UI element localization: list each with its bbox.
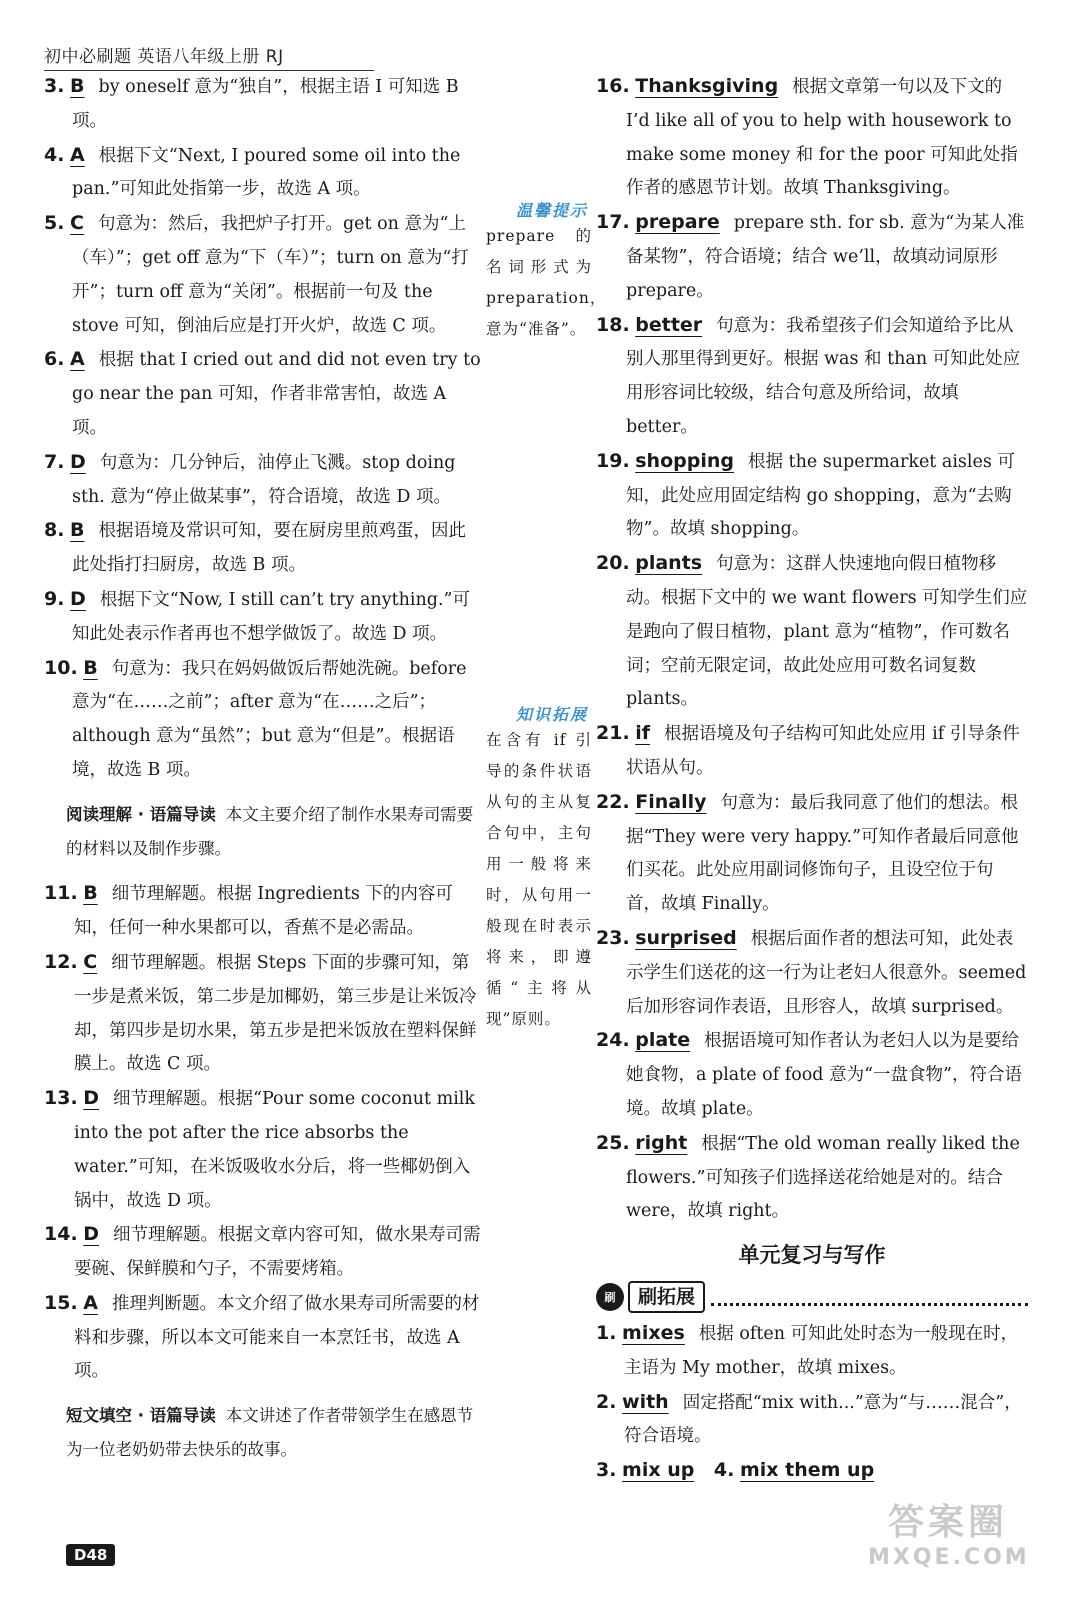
item-number: 7. (44, 450, 65, 473)
answer-item (44, 583, 482, 652)
item-explanation: 根据下文“Now, I still can’t try anything.”可知此处表示作者再也不想学做饭了。故选 D 项。 (72, 589, 470, 644)
item-number: 23. (596, 926, 630, 949)
item-answer: C (83, 950, 98, 973)
side-tip-text: 在含有 if 引导的条件状语从句的主从复合句中，主句用一般将来时，从句用一般现在时表示将来，即遵循“主将从现”原则。 (486, 731, 592, 1028)
reading-intro-text: 本文主要介绍了制作水果寿司需要的材料以及制作步骤。 (66, 804, 474, 858)
item-explanation: 句意为：几分钟后，油停止飞溅。stop doing sth. 意为“停止做某事”，符合语境，故选 D 项。 (72, 452, 456, 507)
item-number: 16. (596, 75, 630, 97)
reading-intro-label: 阅读理解 · 语篇导读 (66, 804, 216, 824)
watermark-url: MXQE.COM (868, 1545, 1030, 1570)
item-answer: D (83, 1087, 100, 1110)
answer-item (596, 786, 1028, 922)
item-answer: if (635, 722, 651, 745)
item-number: 20. (596, 552, 630, 575)
badge-label: 刷拓展 (628, 1281, 705, 1313)
answer-item (596, 717, 1028, 786)
dotted-divider (711, 1289, 1028, 1306)
reading-intro (66, 798, 482, 866)
item-explanation: 句意为：我希望孩子们会知道给予比从别人那里得到更好。根据 was 和 than 可知此处应用形容词比较级，结合句意及所给词，故填 better。 (626, 315, 1021, 437)
brush-icon: 刷 (596, 1283, 624, 1311)
item-explanation: 根据后面作者的想法可知，此处表示学生们送花的这一行为让老妇人很意外。seemed 后加形容词作表语，且形容人，故填 surprised。 (626, 928, 1027, 1017)
answer-list-cloze-a (44, 70, 482, 788)
item-explanation: 句意为：我只在妈妈做饭后帮她洗碗。before 意为“在……之前”；after 意为“在……之后”；although 意为“虽然”；but 意为“但是”。根据语境，故选 B 项。 (72, 658, 467, 780)
item-answer: D (70, 450, 86, 473)
item-explanation: 固定搭配“mix with...”意为“与……混合”，符合语境。 (624, 1392, 1022, 1447)
item-answer: B (83, 882, 98, 905)
answer-list-reading (44, 877, 482, 1389)
side-tip-title: 温馨提示 (515, 201, 588, 220)
answer-item (44, 139, 482, 208)
item-number: 3. (44, 75, 65, 97)
answer-item (596, 445, 1028, 547)
item-explanation: 细节理解题。根据 Ingredients 下的内容可知，任何一种水果都可以，香蕉不是必需品。 (74, 884, 453, 939)
item-answer: mix them up (739, 1459, 875, 1482)
item-answer: Finally (635, 790, 707, 813)
item-number: 4. (44, 143, 65, 166)
item-number: 10. (44, 656, 78, 679)
answer-item (596, 547, 1028, 717)
item-explanation: 根据文章第一句以及下文的 I’d like all of you to help with housework to make some money 和 for the poor 可知此处指作者的感恩节计划。故填 Thanksgiving。 (626, 77, 1018, 199)
item-number: 3. (596, 1459, 617, 1482)
left-column (44, 70, 482, 1479)
item-answer: A (70, 348, 85, 371)
item-number: 25. (596, 1131, 630, 1154)
item-explanation: 根据语境及常识可知，要在厨房里煎鸡蛋，因此此处指打扫厨房，故选 B 项。 (72, 521, 467, 576)
item-number: 4. (713, 1459, 735, 1482)
item-answer: A (83, 1291, 98, 1314)
answer-item (596, 1024, 1028, 1126)
item-number: 8. (44, 519, 65, 542)
side-tip-title: 知识拓展 (515, 705, 588, 724)
item-number: 5. (44, 212, 65, 235)
item-number: 9. (44, 587, 65, 610)
answer-item (44, 446, 482, 515)
answer-item (44, 652, 482, 788)
item-explanation: 根据语境及句子结构可知此处应用 if 引导条件状语从句。 (626, 724, 1020, 778)
side-tip-knowledge (486, 702, 592, 1035)
item-explanation: by oneself 意为“独自”，根据主语 I 可知选 B 项。 (72, 77, 459, 131)
section-title: 单元复习与写作 (738, 1243, 886, 1268)
answer-list-cloze-b (596, 70, 1028, 1229)
item-answer: Thanksgiving (635, 75, 779, 97)
side-tip-warm (486, 198, 607, 345)
answer-item (44, 1218, 482, 1287)
item-answer: with (622, 1390, 669, 1413)
item-number: 22. (596, 790, 630, 813)
page-number: D48 (66, 1544, 115, 1566)
item-number: 18. (596, 313, 630, 336)
answer-item (44, 946, 482, 1082)
item-explanation: 推理判断题。本文介绍了做水果寿司所需要的材料和步骤，所以本文可能来自一本烹饪书，故选 A 项。 (74, 1293, 480, 1382)
item-explanation: 根据下文“Next, I poured some oil into the pan.”可知此处指第一步，故选 A 项。 (72, 145, 461, 200)
item-number: 12. (44, 950, 78, 973)
item-number: 14. (44, 1223, 78, 1246)
cloze-intro-label: 短文填空 · 语篇导读 (66, 1406, 216, 1426)
cloze-intro (66, 1399, 482, 1467)
item-explanation: prepare sth. for sb. 意为“为某人准备某物”，符合语境；结合 we’ll，故填动词原形 prepare。 (626, 213, 1025, 301)
answer-list-review (596, 1317, 1028, 1454)
answer-item (596, 206, 1028, 308)
answer-item (44, 1082, 482, 1218)
item-answer: plants (635, 552, 703, 575)
item-number: 2. (596, 1390, 617, 1413)
item-explanation: 细节理解题。根据 Steps 下面的步骤可知，第一步是煮米饭，第二步是加椰奶，第三步是让米饭冷却，第四步是切水果，第五步是把米饭放在塑料保鲜膜上。故选 C 项。 (74, 952, 477, 1075)
item-answer: better (635, 313, 703, 336)
item-answer: B (70, 75, 85, 97)
right-column (596, 70, 1028, 1489)
answer-item (44, 343, 482, 445)
item-answer: surprised (635, 926, 737, 949)
answer-item (596, 922, 1028, 1024)
item-number: 11. (44, 882, 78, 905)
answer-item (44, 514, 482, 583)
item-explanation: 根据 often 可知此处时态为一般现在时，主语为 My mother，故填 mixes。 (624, 1324, 1019, 1378)
answer-item (44, 1287, 482, 1389)
answer-item (596, 1127, 1028, 1229)
item-explanation: 句意为：最后我同意了他们的想法。根据“They were very happy.”可知作者最后同意他们买花。此处应用副词修饰句子，且设空位于句首，故填 Finally。 (626, 792, 1019, 915)
item-explanation: 细节理解题。根据“Pour some coconut milk into the pot after the rice absorbs the water.”可知，在米饭吸收水分后，将一些椰奶倒入锅中，故选 D 项。 (74, 1089, 476, 1211)
item-answer: D (83, 1223, 100, 1246)
item-explanation: 根据“The old woman really liked the flowers.”可知孩子们选择送花给她是对的。结合 were，故填 right。 (626, 1133, 1020, 1222)
item-answer: shopping (635, 449, 734, 472)
answer-item (596, 70, 1028, 206)
item-answer: mixes (622, 1322, 685, 1345)
item-number: 6. (44, 348, 65, 371)
item-answer: prepare (635, 211, 720, 234)
item-explanation: 根据 the supermarket aisles 可知，此处应用固定结构 go shopping，意为“去购物”。故填 shopping。 (626, 451, 1015, 540)
item-number: 13. (44, 1087, 78, 1110)
watermark-text: 答案圈 (887, 1502, 1008, 1543)
item-number: 19. (596, 449, 630, 472)
item-number: 21. (596, 722, 630, 745)
item-answer: C (70, 212, 84, 235)
answer-item (44, 207, 482, 343)
item-answer: plate (635, 1029, 691, 1052)
answer-item (596, 1386, 1028, 1455)
answer-item (44, 877, 482, 946)
cloze-intro-text: 本文讲述了作者带领学生在感恩节为一位老奶奶带去快乐的故事。 (66, 1406, 474, 1460)
item-number: 15. (44, 1291, 78, 1314)
item-explanation: 根据语境可知作者认为老妇人以为是要给她食物，a plate of food 意为“一盘食物”，符合语境。故填 plate。 (626, 1031, 1022, 1119)
item-explanation: 句意为：然后，我把炉子打开。get on 意为“上（车）”；get off 意为“下（车）”；turn on 意为“打开”；turn off 意为“关闭”。根据前一句及 the stove 可知，倒油后应是打开火炉，故选 C 项。 (72, 214, 469, 336)
answer-item (44, 70, 482, 139)
side-tip-text: prepare 的名词形式为 preparation，意为“准备”。 (486, 227, 607, 338)
answer-item (596, 309, 1028, 445)
item-number: 17. (596, 211, 630, 234)
item-answer: B (70, 519, 85, 542)
item-explanation: 细节理解题。根据文章内容可知，做水果寿司需要碗、保鲜膜和勺子，不需要烤箱。 (74, 1225, 481, 1280)
review-inline-row (596, 1454, 1028, 1489)
item-number: 1. (596, 1322, 617, 1345)
book-header: 初中必刷题 英语八年级上册 RJ (44, 42, 374, 71)
item-answer: B (83, 656, 98, 679)
item-explanation: 句意为：这群人快速地向假日植物移动。根据下文中的 we want flowers 可知学生们应是跑向了假日植物，plant 意为“植物”，作可数名词；空前无限定词，故此处应用可数名词复数 plants。 (626, 554, 1028, 710)
item-explanation: 根据 that I cried out and did not even try to go near the pan 可知，作者非常害怕，故选 A 项。 (72, 350, 481, 438)
item-answer: mix up (622, 1459, 695, 1482)
item-number: 24. (596, 1029, 630, 1052)
section-badge (596, 1281, 1028, 1313)
answer-item (596, 1317, 1028, 1386)
item-answer: D (70, 587, 86, 610)
watermark-logo (868, 1494, 1028, 1570)
item-answer: right (635, 1131, 688, 1154)
item-answer: A (70, 143, 85, 166)
